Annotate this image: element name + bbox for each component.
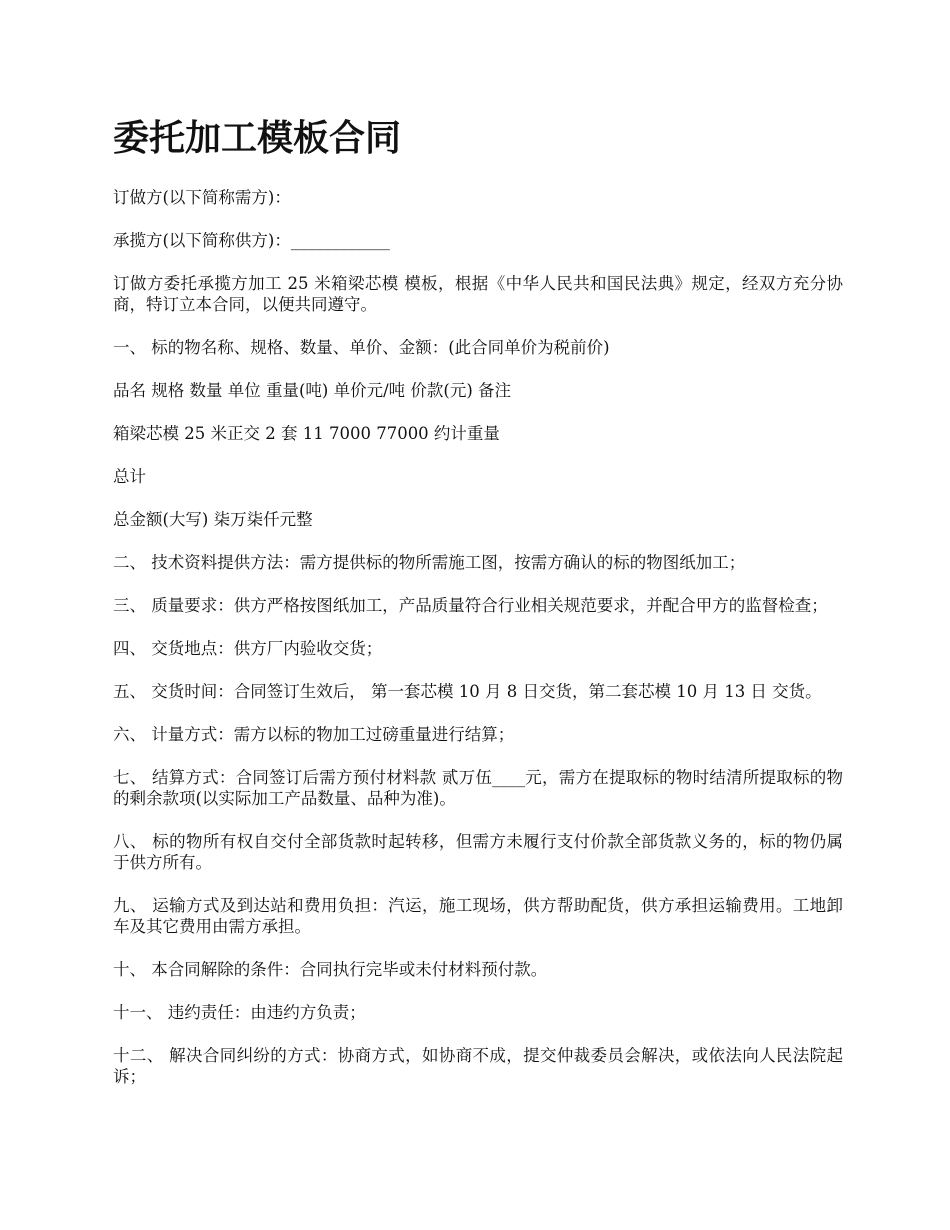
clause-1-heading: 一、 标的物名称、规格、数量、单价、金额：(此合同单价为税前价) — [113, 338, 610, 357]
clause-5-paragraph: 五、 交货时间：合同签订生效后， 第一套芯模 10 月 8 日交货，第二套芯模 10 月 13 日 交货。 — [113, 682, 822, 701]
clause-6-paragraph: 六、 计量方式：需方以标的物加工过磅重量进行结算； — [113, 725, 515, 744]
clause-3-paragraph: 三、 质量要求：供方严格按图纸加工，产品质量符合行业相关规范要求，并配合甲方的监督检查； — [113, 596, 828, 615]
clause-9-paragraph: 九、 运输方式及到达站和费用负担：汽运，施工现场，供方帮助配货，供方承担运输费用。工地卸车及其它费用由需方承担。 — [113, 896, 843, 936]
document-title: 委托加工模板合同 — [113, 117, 402, 159]
clause-4-paragraph: 四、 交货地点：供方厂内验收交货； — [113, 639, 383, 658]
clause-12-paragraph: 十二、 解决合同纠纷的方式：协商方式，如协商不成，提交仲裁委员会解决，或依法向人民法院起诉； — [113, 1046, 843, 1086]
total-amount-line: 总金额(大写) 柒万柒仟元整 — [113, 510, 313, 529]
party-buyer-line: 订做方(以下简称需方)： — [113, 188, 291, 207]
total-line: 总计 — [113, 467, 146, 486]
clause-11-paragraph: 十一、 违约责任：由违约方负责； — [113, 1003, 366, 1022]
document-page — [113, 113, 843, 1109]
clause-10-paragraph: 十、 本合同解除的条件：合同执行完毕或未付材料预付款。 — [113, 960, 548, 979]
clause-7-paragraph: 七、 结算方式：合同签订后需方预付材料款 贰万伍____元，需方在提取标的物时结清所提取标的物的剩余款项(以实际加工产品数量、品种为准)。 — [113, 768, 843, 808]
preamble-paragraph: 订做方委托承揽方加工 25 米箱梁芯模 模板，根据《中华人民共和国民法典》规定，经双方充分协商，特订立本合同，以便共同遵守。 — [113, 274, 843, 314]
clause-8-paragraph: 八、 标的物所有权自交付全部货款时起转移，但需方未履行支付价款全部货款义务的，标的物仍属于供方所有。 — [113, 832, 843, 872]
clause-2-paragraph: 二、 技术资料提供方法：需方提供标的物所需施工图，按需方确认的标的物图纸加工； — [113, 553, 746, 572]
party-supplier-line: 承揽方(以下简称供方)：____________ — [113, 231, 390, 250]
item-table-row-line: 箱梁芯模 25 米正交 2 套 11 7000 77000 约计重量 — [113, 424, 500, 443]
item-table-header-line: 品名 规格 数量 单位 重量(吨) 单价元/吨 价款(元) 备注 — [113, 381, 512, 400]
